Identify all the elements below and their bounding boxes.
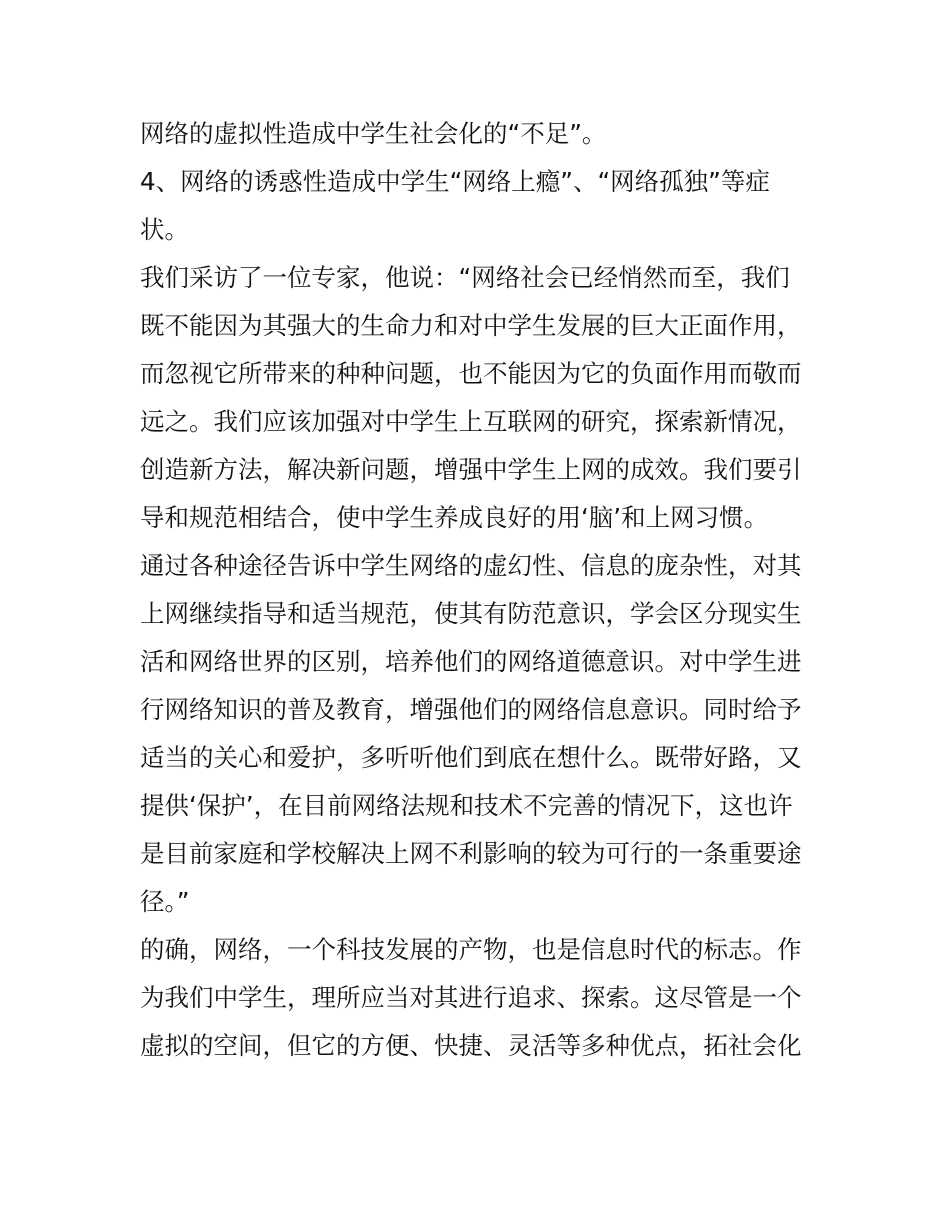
- text-line: 为我们中学生，理所应当对其进行追求、探索。这尽管是一个: [140, 983, 802, 1012]
- text-line: 网络的虚拟性造成中学生社会化的“不足”。: [140, 119, 607, 148]
- document-page: [140, 110, 812, 1070]
- text-line: 提供‘保护’，在目前网络法规和技术不完善的情况下，这也许: [140, 791, 793, 820]
- text-line: 状。: [140, 215, 189, 244]
- text-line: 上网继续指导和适当规范，使其有防范意识，学会区分现实生: [140, 599, 802, 628]
- text-line: 4、网络的诱惑性造成中学生“网络上瘾”、“网络孤独”等症: [140, 167, 770, 196]
- text-line: 通过各种途径告诉中学生网络的虚幻性、信息的庞杂性，对其: [140, 551, 802, 580]
- text-line: 导和规范相结合，使中学生养成良好的用‘脑’和上网习惯。: [140, 503, 769, 532]
- text-line: 远之。我们应该加强对中学生上互联网的研究，探索新情况，: [140, 407, 802, 436]
- text-line: 径。”: [140, 887, 190, 916]
- text-line: 创造新方法，解决新问题，增强中学生上网的成效。我们要引: [140, 455, 802, 484]
- text-line: 的确，网络，一个科技发展的产物，也是信息时代的标志。作: [140, 935, 802, 964]
- text-line: 行网络知识的普及教育，增强他们的网络信息意识。同时给予: [140, 695, 802, 724]
- text-line: 我们采访了一位专家，他说：“网络社会已经悄然而至，我们: [140, 263, 790, 292]
- text-line: 活和网络世界的区别，培养他们的网络道德意识。对中学生进: [140, 647, 802, 676]
- text-line: 既不能因为其强大的生命力和对中学生发展的巨大正面作用，: [140, 311, 802, 340]
- text-line: 是目前家庭和学校解决上网不利影响的较为可行的一条重要途: [140, 839, 802, 868]
- text-line: 虚拟的空间，但它的方便、快捷、灵活等多种优点，拓社会化: [140, 1031, 802, 1060]
- text-line: 适当的关心和爱护，多听听他们到底在想什么。既带好路，又: [140, 743, 802, 772]
- text-line: 而忽视它所带来的种种问题，也不能因为它的负面作用而敬而: [140, 359, 802, 388]
